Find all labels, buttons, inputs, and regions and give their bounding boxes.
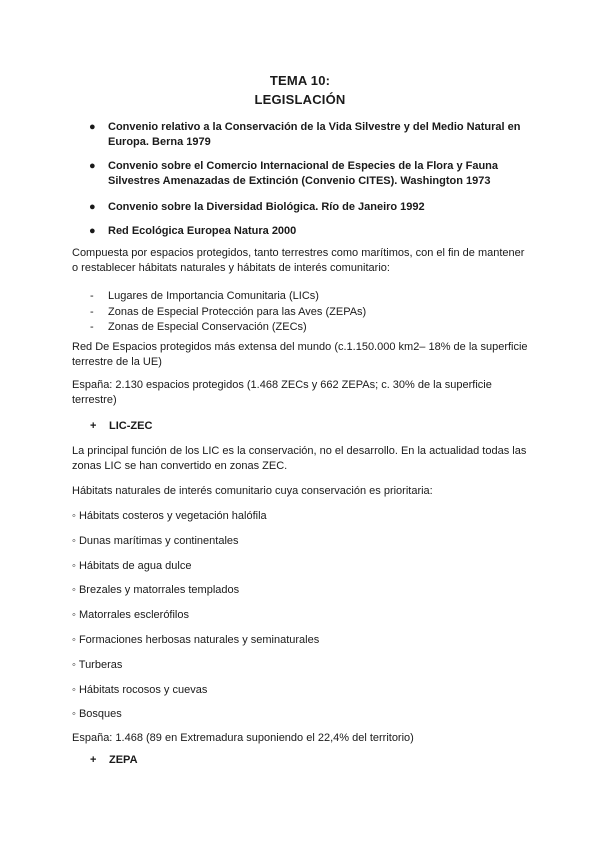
list-item-text: Convenio sobre la Diversidad Biológica. Río de Janeiro 1992: [108, 201, 425, 213]
list-item: [88, 224, 296, 239]
list-item: ◦ Matorrales esclerófilos: [72, 609, 189, 622]
plus-icon: +: [90, 420, 97, 432]
dash-icon: -: [90, 305, 94, 318]
dash-icon: -: [90, 321, 94, 333]
list-item-text: Convenio sobre el Comercio Internacional de Especies de la Flora y Fauna Silvestres Amenazadas de Extinción (Convenio CITES). Washington 1973: [108, 160, 499, 187]
list-item: [88, 200, 425, 215]
list-item: [90, 320, 530, 336]
list-item: ◦ Brezales y matorrales templados: [72, 584, 240, 597]
page-title-line1: TEMA 10:: [269, 73, 331, 88]
lic-function: La principal función de los LIC es la conservación, no el desarrollo. En la actualidad todas las zonas LIC se han convertido en zonas ZEC.: [72, 445, 527, 472]
list-item-text: Convenio relativo a la Conservación de la Vida Silvestre y del Medio Natural en Europa. Berna 1979: [108, 121, 521, 148]
list-item: ◦ Bosques: [72, 708, 122, 721]
page-title-line2: LEGISLACIÓN: [254, 92, 346, 107]
bullet-icon: ●: [89, 160, 96, 172]
section-heading-text: LIC-ZEC: [109, 420, 153, 432]
spain-summary: España: 2.130 espacios protegidos (1.468 ZECs y 662 ZEPAs; c. 30% de la superficie terrestre): [72, 379, 492, 406]
dash-icon: -: [90, 290, 94, 302]
list-item: ◦ Hábitats costeros y vegetación halófila: [72, 510, 267, 522]
bullet-icon: ●: [89, 225, 96, 237]
bullet-icon: ●: [89, 201, 96, 213]
habitats-intro: Hábitats naturales de interés comunitario cuya conservación es prioritaria:: [72, 485, 433, 497]
section-heading-text: ZEPA: [109, 754, 138, 766]
plus-icon: +: [90, 754, 97, 766]
zone-types-list: [90, 289, 530, 336]
list-item: [90, 305, 530, 321]
natura-description: Compuesta por espacios protegidos, tanto terrestres como marítimos, con el fin de mantener o restablecer hábitats naturales y hábitats de interés comunitario:: [72, 247, 525, 274]
network-extent: Red De Espacios protegidos más extensa del mundo (c.1.150.000 km2– 18% de la superficie terrestre de la UE): [72, 341, 528, 368]
list-item: ◦ Hábitats rocosos y cuevas: [72, 683, 208, 696]
list-item: [88, 159, 538, 189]
list-item-text: Red Ecológica Europea Natura 2000: [108, 225, 297, 237]
bullet-icon: ●: [89, 121, 96, 133]
habitats-list: [72, 509, 532, 732]
list-item: ◦ Dunas marítimas y continentales: [72, 534, 239, 547]
spain-lic-count: España: 1.468 (89 en Extremadura suponiendo el 22,4% del territorio): [72, 732, 414, 744]
list-item: ◦ Formaciones herbosas naturales y seminaturales: [72, 633, 320, 646]
list-item-text: Zonas de Especial Conservación (ZECs): [108, 321, 307, 333]
list-item: ◦ Hábitats de agua dulce: [72, 559, 192, 572]
list-item-text: Lugares de Importancia Comunitaria (LICs): [108, 290, 319, 302]
list-item: [88, 120, 538, 150]
list-item: ◦ Turberas: [72, 658, 123, 671]
list-item-text: Zonas de Especial Protección para las Aves (ZEPAs): [108, 305, 367, 318]
list-item: [90, 289, 530, 305]
